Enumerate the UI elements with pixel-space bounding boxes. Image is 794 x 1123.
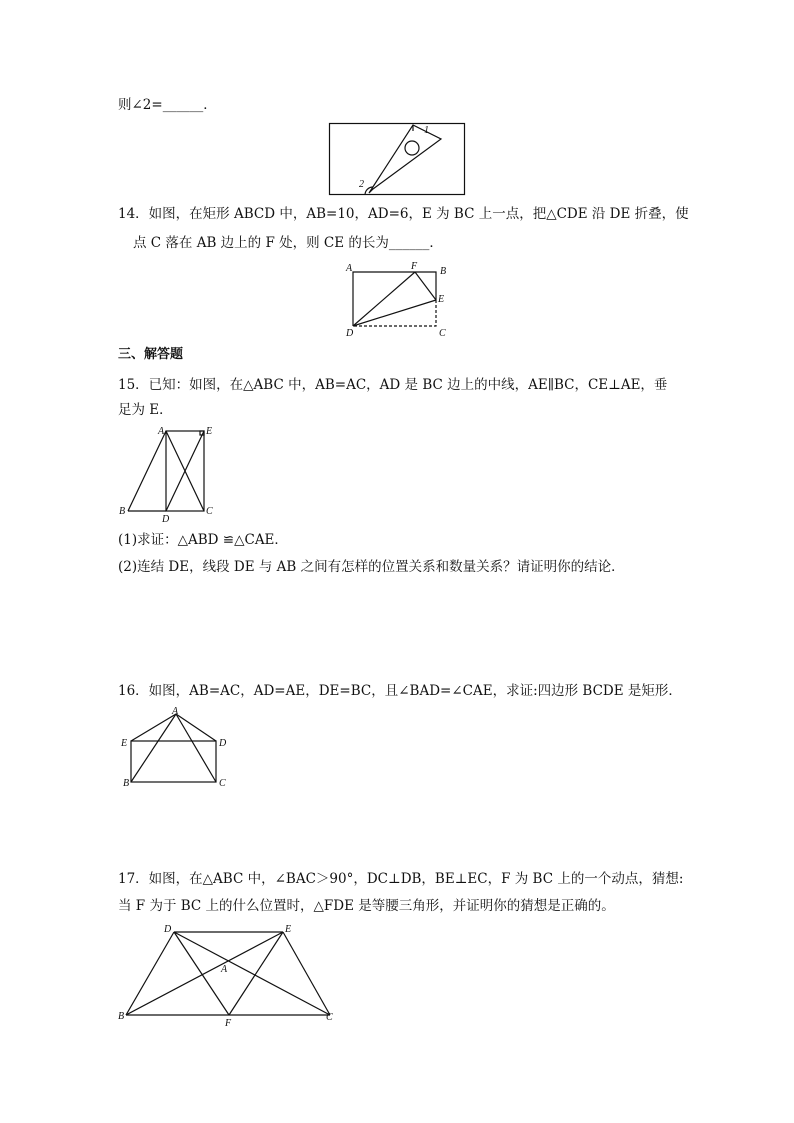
q16-label-D: D	[219, 738, 227, 749]
q14-text-line1: 14．如图，在矩形 ABCD 中，AB=10，AD=6，E 为 BC 上一点，把△CDE 沿 DE 折叠，使	[118, 206, 689, 222]
q13-answer-line: 则∠2=______．	[118, 97, 217, 113]
q17-label-A: A	[221, 964, 228, 975]
section-heading: 三、解答题	[118, 347, 184, 362]
q16-figure	[118, 706, 234, 790]
q16-label-E: E	[121, 738, 128, 749]
q15-figure	[116, 424, 220, 524]
q15-part2: (2)连结 DE，线段 DE 与 AB 之间有怎样的位置关系和数量关系？请证明你的结论．	[118, 559, 625, 575]
q14-label-F: F	[411, 261, 418, 272]
q14-label-C: C	[439, 328, 446, 339]
q14-label-D: D	[346, 328, 354, 339]
q15-part1: (1)求证：△ABD ≌△CAE．	[118, 532, 288, 548]
q17-text-line1: 17．如图，在△ABC 中，∠BAC＞90°，DC⊥DB，BE⊥EC，F 为 BC 上的一个动点，猜想:	[118, 871, 684, 887]
q15-label-B: B	[119, 506, 126, 517]
q16-label-B: B	[123, 778, 130, 789]
q14-label-B: B	[440, 266, 447, 277]
q15-label-D: D	[162, 514, 170, 525]
q17-label-D: D	[164, 924, 172, 935]
q17-label-F: F	[225, 1018, 232, 1029]
q17-text-line2: 当 F 为于 BC 上的什么位置时，△FDE 是等腰三角形，并证明你的猜想是正确的。	[118, 898, 615, 914]
q16-label-A: A	[172, 706, 179, 717]
q15-text-line2: 足为 E．	[118, 402, 173, 418]
q16-text-line1: 16．如图，AB=AC，AD=AE，DE=BC，且∠BAD=∠CAE，求证:四边形 BCDE 是矩形．	[118, 683, 682, 699]
q14-label-E: E	[438, 294, 445, 305]
q15-label-A: A	[158, 426, 165, 437]
q15-label-C: C	[206, 506, 213, 517]
q17-label-E: E	[285, 924, 292, 935]
q13-label-2: 2	[359, 179, 364, 190]
q17-figure	[116, 920, 348, 1030]
q14-figure	[343, 262, 453, 338]
q17-label-C: C	[326, 1012, 333, 1023]
q17-label-B: B	[118, 1011, 125, 1022]
q16-label-C: C	[219, 778, 226, 789]
q13-label-1: 1	[424, 125, 429, 136]
q14-label-A: A	[346, 263, 353, 274]
q14-text-line2: 点 C 落在 AB 边上的 F 处，则 CE 的长为______．	[133, 235, 443, 251]
q13-figure	[329, 123, 465, 195]
q15-text-line1: 15．已知：如图，在△ABC 中，AB=AC，AD 是 BC 边上的中线，AE∥BC，CE⊥AE，垂	[118, 377, 668, 393]
q15-label-E: E	[206, 426, 213, 437]
